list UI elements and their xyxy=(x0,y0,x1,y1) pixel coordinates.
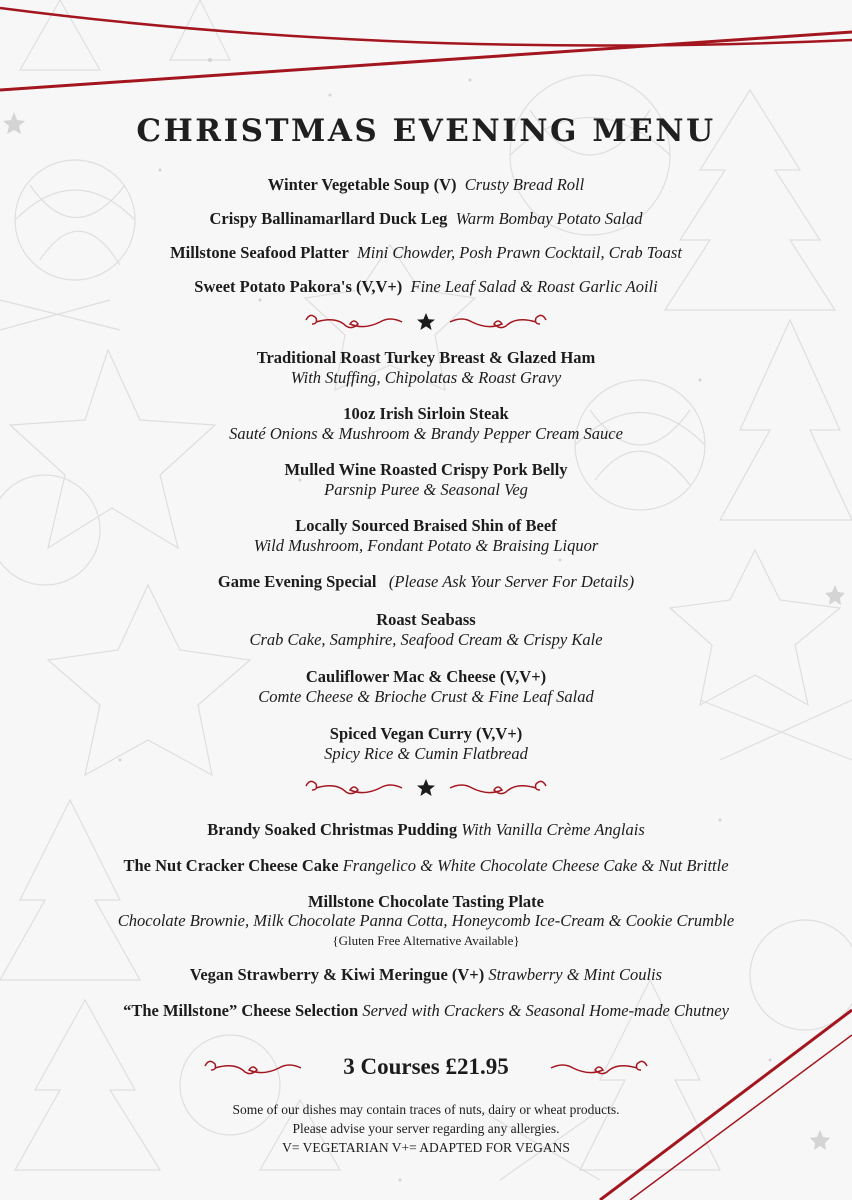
dish-name: Locally Sourced Braised Shin of Beef xyxy=(295,516,557,535)
main-item xyxy=(0,460,852,480)
dish-name: Vegan Strawberry & Kiwi Meringue (V+) xyxy=(189,965,485,984)
main-item xyxy=(0,667,852,687)
dish-name: 10oz Irish Sirloin Steak xyxy=(343,404,509,423)
dish-description: Sauté Onions & Mushroom & Brandy Pepper Cream Sauce xyxy=(229,424,623,443)
dish-name: Game Evening Special xyxy=(217,572,377,591)
dish-name: Mulled Wine Roasted Crispy Pork Belly xyxy=(284,460,568,479)
dessert-item xyxy=(0,856,852,876)
dish-name: Spiced Vegan Curry (V,V+) xyxy=(329,724,523,743)
starter-item xyxy=(0,175,852,195)
starter-item xyxy=(0,243,852,263)
dish-description: Crusty Bread Roll xyxy=(464,175,585,194)
dish-name: Brandy Soaked Christmas Pudding xyxy=(207,820,458,839)
menu-title: CHRISTMAS EVENING MENU xyxy=(136,113,716,149)
dish-name: Millstone Seafood Platter xyxy=(170,243,349,262)
dessert-item xyxy=(0,820,852,840)
section-divider xyxy=(0,776,852,800)
starter-item xyxy=(0,277,852,297)
dish-name: Cauliflower Mac & Cheese (V,V+) xyxy=(305,667,547,686)
dish-name: Traditional Roast Turkey Breast & Glazed Ham xyxy=(256,348,596,367)
dish-description: Parsnip Puree & Seasonal Veg xyxy=(324,480,528,499)
dish-description: Mini Chowder, Posh Prawn Cocktail, Crab Toast xyxy=(357,243,682,262)
allergy-notice: Some of our dishes may contain traces of nuts, dairy or wheat products. xyxy=(232,1102,620,1117)
dessert-item xyxy=(0,965,852,985)
starter-item xyxy=(0,209,852,229)
dish-name: Winter Vegetable Soup (V) xyxy=(267,175,457,194)
dish-description: Chocolate Brownie, Milk Chocolate Panna Cotta, Honeycomb Ice-Cream & Cookie Crumble xyxy=(117,911,735,930)
dish-name: “The Millstone” Cheese Selection xyxy=(123,1001,359,1020)
price-row xyxy=(0,1048,852,1088)
star-icon xyxy=(417,313,435,330)
dish-description: With Stuffing, Chipolatas & Roast Gravy xyxy=(290,368,562,387)
dish-name: Roast Seabass xyxy=(376,610,476,629)
dish-name: Crispy Ballinamarllard Duck Leg xyxy=(209,209,448,228)
main-item xyxy=(0,724,852,744)
dish-description: Warm Bombay Potato Salad xyxy=(455,209,643,228)
dish-name: The Nut Cracker Cheese Cake xyxy=(123,856,339,875)
dish-description: With Vanilla Crème Anglais xyxy=(461,820,645,839)
main-item xyxy=(0,516,852,536)
main-item xyxy=(0,404,852,424)
dish-description: Fine Leaf Salad & Roast Garlic Aoili xyxy=(410,277,658,296)
dish-name: Millstone Chocolate Tasting Plate xyxy=(307,892,545,911)
section-divider xyxy=(0,310,852,334)
dish-name: Sweet Potato Pakora's (V,V+) xyxy=(194,277,403,296)
main-item xyxy=(0,610,852,630)
dish-description: Served with Crackers & Seasonal Home-made Chutney xyxy=(362,1001,729,1020)
star-icon xyxy=(417,779,435,796)
allergy-advice: Please advise your server regarding any allergies. xyxy=(292,1121,560,1136)
dietary-key: V= VEGETARIAN V+= ADAPTED FOR VEGANS xyxy=(282,1140,570,1155)
dish-note: {Gluten Free Alternative Available} xyxy=(332,933,520,948)
dish-description: Wild Mushroom, Fondant Potato & Braising Liquor xyxy=(253,536,599,555)
main-item xyxy=(0,348,852,368)
dish-description: Crab Cake, Samphire, Seafood Cream & Crispy Kale xyxy=(249,630,603,649)
dish-description: Comte Cheese & Brioche Crust & Fine Leaf Salad xyxy=(258,687,594,706)
dish-description: Strawberry & Mint Coulis xyxy=(488,965,663,984)
dessert-item xyxy=(0,892,852,912)
dish-description: Spicy Rice & Cumin Flatbread xyxy=(324,744,528,763)
dish-description: Frangelico & White Chocolate Cheese Cake & Nut Brittle xyxy=(342,856,729,875)
dish-description: (Please Ask Your Server For Details) xyxy=(388,572,635,591)
dessert-item xyxy=(0,1001,852,1021)
price-label: 3 Courses £21.95 xyxy=(343,1054,509,1079)
main-item xyxy=(0,572,852,592)
